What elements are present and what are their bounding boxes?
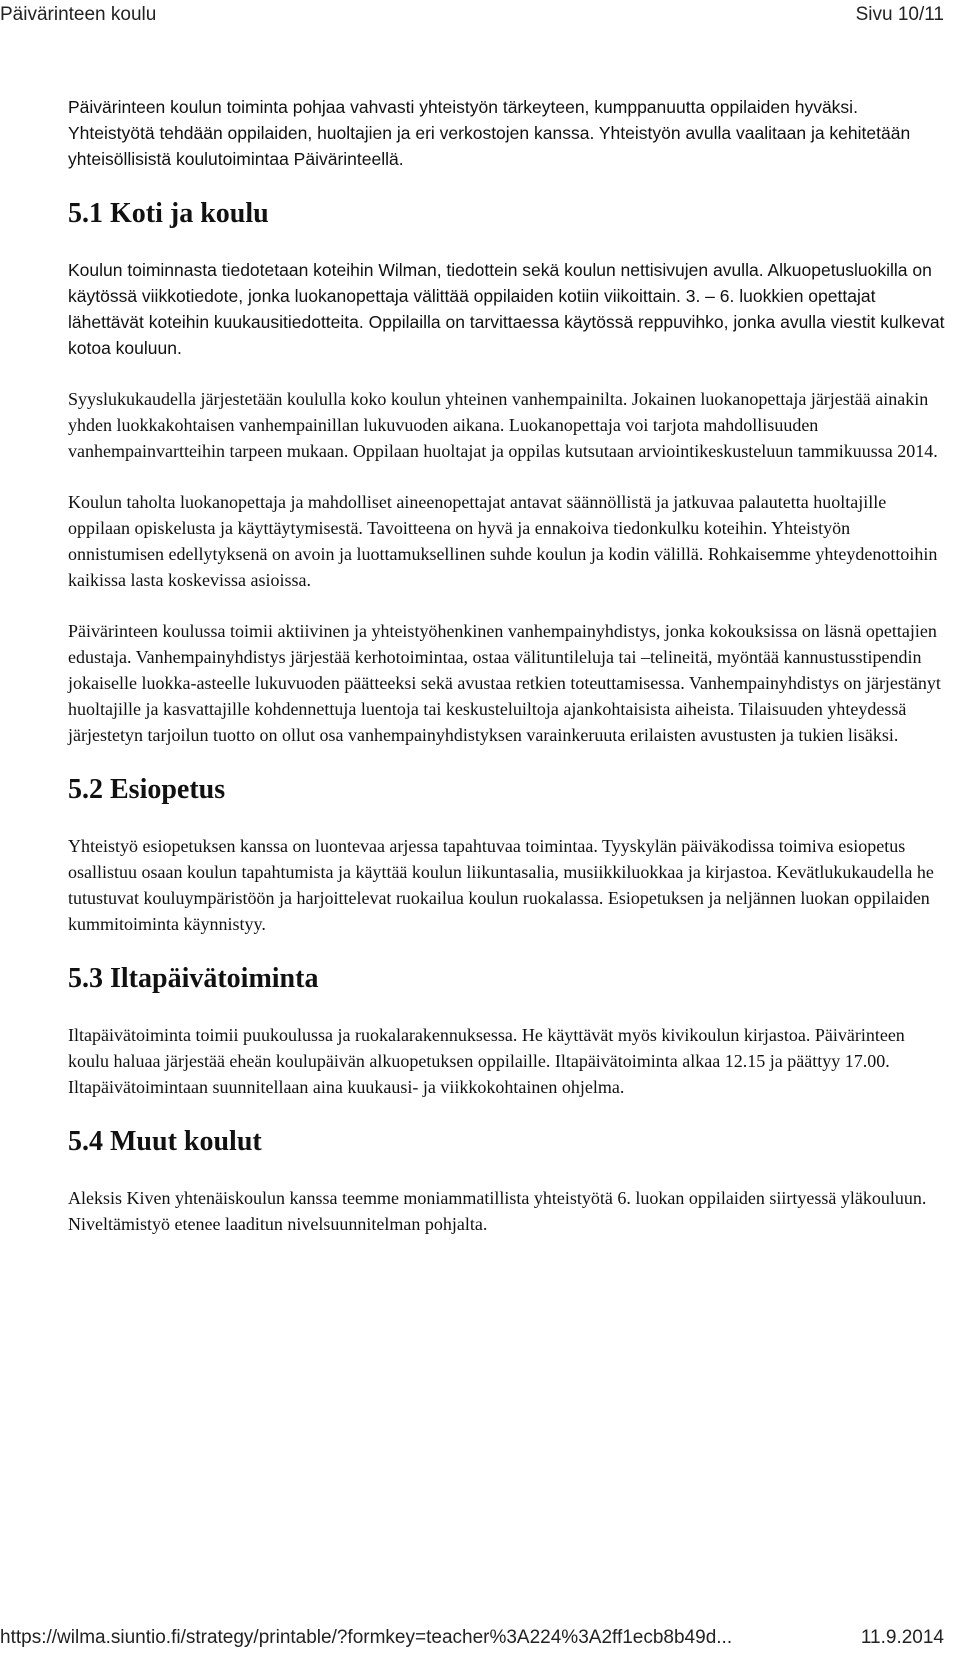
section-koti-ja-koulu [68,197,948,748]
document-body [68,94,948,1262]
footer-url: https://wilma.siuntio.fi/strategy/printable/?formkey=teacher%3A224%3A2ff1ecb8b49d... [0,1627,733,1648]
section-esiopetus [68,773,948,937]
page-header [0,0,944,30]
intro-paragraph: Päivärinteen koulun toiminta pohjaa vahvasti yhteistyön tärkeyteen, kumppanuutta oppilaiden hyväksi. Yhteistyötä tehdään oppilaiden, huoltajien ja eri verkostojen kanssa. Yhteistyön avulla vaalitaan ja kehitetään yhteisöllisistä koulutoimintaa Päivärinteellä. [68,97,911,169]
section-iltapaivatoiminta [68,962,948,1100]
paragraph: Aleksis Kiven yhtenäiskoulun kanssa teemme moniammatillista yhteistyötä 6. luokan oppilaiden siirtyessä yläkouluun. Niveltämistyö etenee laaditun nivelsuunnitelman pohjalta. [68,1188,927,1234]
section-heading: 5.1 Koti ja koulu [68,198,269,229]
paragraph: Koulun taholta luokanopettaja ja mahdolliset aineenopettajat antavat säännöllistä ja jatkuvaa palautetta huoltajille oppilaan opiskelusta ja käyttäytymisestä. Tavoitteena on hyvä ja ennakoiva tiedonkulku koteihin. Yhteistyön onnistumisen edellytyksenä on avoin ja luottamuksellinen suhde koulun ja kodin välillä. Rohkaisemme yhteydenottoihin kaikissa lasta koskevissa asioissa. [68,492,938,590]
section-heading: 5.3 Iltapäivätoiminta [68,963,319,994]
page-number: Sivu 10/11 [855,4,944,25]
paragraph: Syyslukukaudella järjestetään koululla koko koulun yhteinen vanhempainilta. Jokainen luokanopettaja järjestää ainakin yhden luokkakohtaisen vanhempainillan lukuvuoden aikana. Luokanopettaja voi tarjota mahdollisuuden vanhempainvartteihin tarpeen mukaan. Oppilaan huoltajat ja oppilas kutsutaan arviointikeskusteluun tammikuussa 2014. [68,389,938,461]
footer-date: 11.9.2014 [860,1627,944,1648]
paragraph: Koulun toiminnasta tiedotetaan koteihin Wilman, tiedottein sekä koulun nettisivujen avulla. Alkuopetusluokilla on käytössä viikkotiedote, jonka luokanopettaja välittää oppilaiden kotiin viikoittain. 3. – 6. luokkien opettajat lähettävät koteihin kuukausitiedotteita. Oppilailla on tarvittaessa käytössä reppuvihko, jonka avulla viestit kulkevat kotoa kouluun. [68,260,945,358]
paragraph: Iltapäivätoiminta toimii puukoulussa ja ruokalarakennuksessa. He käyttävät myös kivikoulun kirjastoa. Päivärinteen koulu haluaa järjestää eheän koulupäivän alkuopetuksen oppilaille. Iltapäivätoiminta alkaa 12.15 ja päättyy 17.00. Iltapäivätoimintaan suunnitellaan aina kuukausi- ja viikkokohtainen ohjelma. [68,1025,905,1097]
section-heading: 5.4 Muut koulut [68,1126,262,1157]
section-muut-koulut [68,1125,948,1237]
document-title: Päivärinteen koulu [0,4,157,25]
paragraph: Päivärinteen koulussa toimii aktiivinen ja yhteistyöhenkinen vanhempainyhdistys, jonka kokouksissa on läsnä opettajien edustaja. Vanhempainyhdistys järjestää kerhotoimintaa, ostaa välituntileluja tai –telineitä, myöntää kannustusstipendin jokaiselle luokka-asteelle lukuvuoden päätteeksi sekä avustaa retkien toteuttamisessa. Vanhempainyhdistys on järjestänyt huoltajille ja kasvattajille kohdennettuja luentoja tai keskusteluiltoja ajankohtaisista aiheista. Tilaisuuden yhteydessä järjestetyn tarjoilun tuotto on ollut osa vanhempainyhdistyksen varainkeruuta erilaisten avustusten ja tukien lisäksi. [68,621,941,745]
page-footer [0,1624,944,1652]
paragraph: Yhteistyö esiopetuksen kanssa on luontevaa arjessa tapahtuvaa toimintaa. Tyyskylän päiväkodissa toimiva esiopetus osallistuu osaan koulun tapahtumista ja käyttää koulun liikuntasalia, musiikkiluokkaa ja kirjastoa. Kevätlukukaudella he tutustuvat kouluympäristöön ja harjoittelevat ruokailua koulun ruokalassa. Esiopetuksen ja neljännen luokan oppilaiden kummitoiminta käynnistyy. [68,836,934,934]
section-heading: 5.2 Esiopetus [68,774,226,805]
